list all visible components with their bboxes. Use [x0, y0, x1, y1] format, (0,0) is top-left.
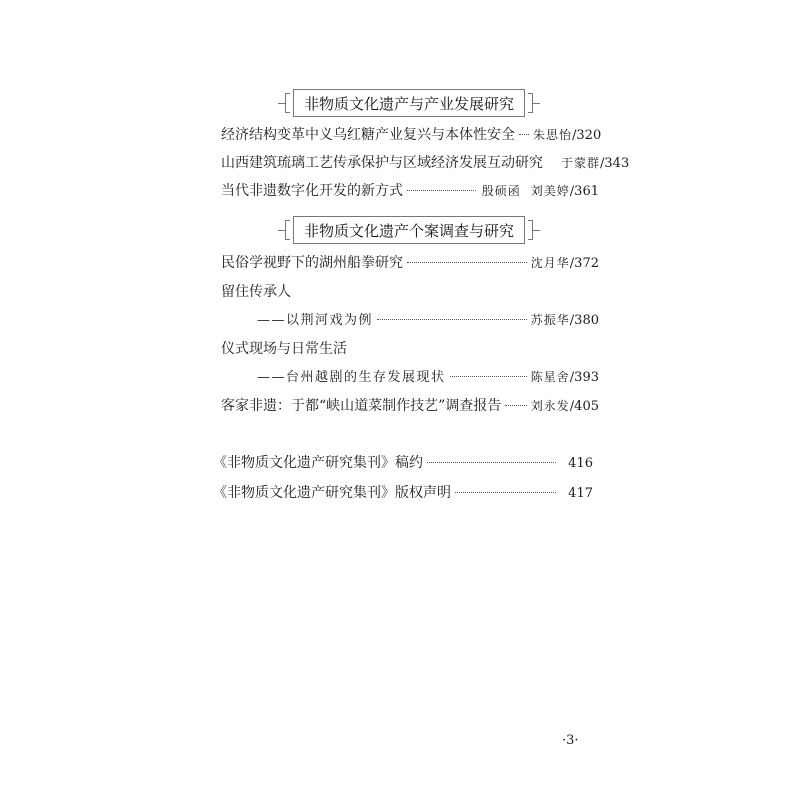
bracket-ornament-right [532, 230, 540, 231]
section-header-case-studies [293, 216, 525, 244]
dot-leader [450, 376, 527, 377]
journal-entry-copyright[interactable] [213, 482, 593, 504]
entry-author: 朱思怡 [533, 128, 573, 142]
section-title: 非物质文化遗产与产业发展研究 [303, 94, 514, 113]
dot-leader [427, 462, 556, 463]
entry-author: 于蒙群 [561, 156, 601, 170]
dot-leader [455, 492, 556, 493]
entry-page: /372 [569, 256, 599, 271]
page-number: ·3· [562, 733, 579, 748]
entry-title: 客家非遗：于都“峡山道菜制作技艺”调查报告 [221, 398, 502, 414]
bracket-ornament-right [532, 103, 540, 104]
dot-leader [505, 405, 526, 406]
entry-page: /405 [569, 399, 599, 414]
entry-title: 留住传承人 [221, 284, 291, 300]
toc-entry[interactable] [221, 152, 630, 174]
entry-author: 苏振华 [530, 313, 570, 327]
dot-leader [519, 134, 529, 135]
dot-leader [377, 319, 527, 320]
entry-subtitle: ——台州越剧的生存发展现状 [257, 370, 446, 385]
entry-author: 陈星舍 [530, 370, 570, 384]
entry-title: 《非物质文化遗产研究集刊》版权声明 [213, 485, 451, 501]
bracket-ornament-left [278, 103, 286, 104]
dot-leader [407, 262, 527, 263]
toc-entry-subtitle[interactable] [221, 366, 599, 388]
entry-page: /320 [572, 128, 602, 143]
bracket-ornament-left [278, 230, 286, 231]
entry-title: 当代非遗数字化开发的新方式 [221, 183, 403, 199]
toc-entry-subtitle[interactable] [221, 309, 599, 331]
journal-entry-submission[interactable] [213, 452, 593, 474]
entry-page: /361 [569, 184, 599, 199]
entry-page: /343 [600, 156, 630, 171]
entry-author: 刘美婷 [530, 184, 570, 198]
section-header-industry [293, 89, 525, 117]
entry-title: 民俗学视野下的湖州船拳研究 [221, 255, 403, 271]
toc-entry[interactable] [221, 281, 599, 303]
entry-title: 仪式现场与日常生活 [221, 341, 347, 357]
entry-author: 刘永发 [530, 399, 570, 413]
entry-author: 沈月华 [530, 256, 570, 270]
entry-coauthor: 殷硕函 [481, 184, 521, 198]
toc-entry[interactable] [221, 252, 599, 274]
section-title: 非物质文化遗产个案调查与研究 [303, 221, 514, 240]
dot-leader [407, 190, 476, 191]
toc-entry[interactable] [221, 180, 599, 202]
entry-page: /393 [569, 370, 599, 385]
entry-title: 经济结构变革中义乌红糖产业复兴与本体性安全 [221, 127, 515, 143]
entry-title: 山西建筑琉璃工艺传承保护与区域经济发展互动研究 [221, 155, 543, 171]
entry-title: 《非物质文化遗产研究集刊》稿约 [213, 455, 423, 471]
toc-entry[interactable] [221, 124, 602, 146]
entry-subtitle: ——以荆河戏为例 [257, 313, 374, 328]
toc-entry[interactable] [221, 338, 599, 360]
toc-entry[interactable] [221, 395, 599, 417]
entry-page: 417 [568, 486, 593, 501]
entry-page: 416 [568, 456, 593, 471]
entry-page: /380 [569, 313, 599, 328]
